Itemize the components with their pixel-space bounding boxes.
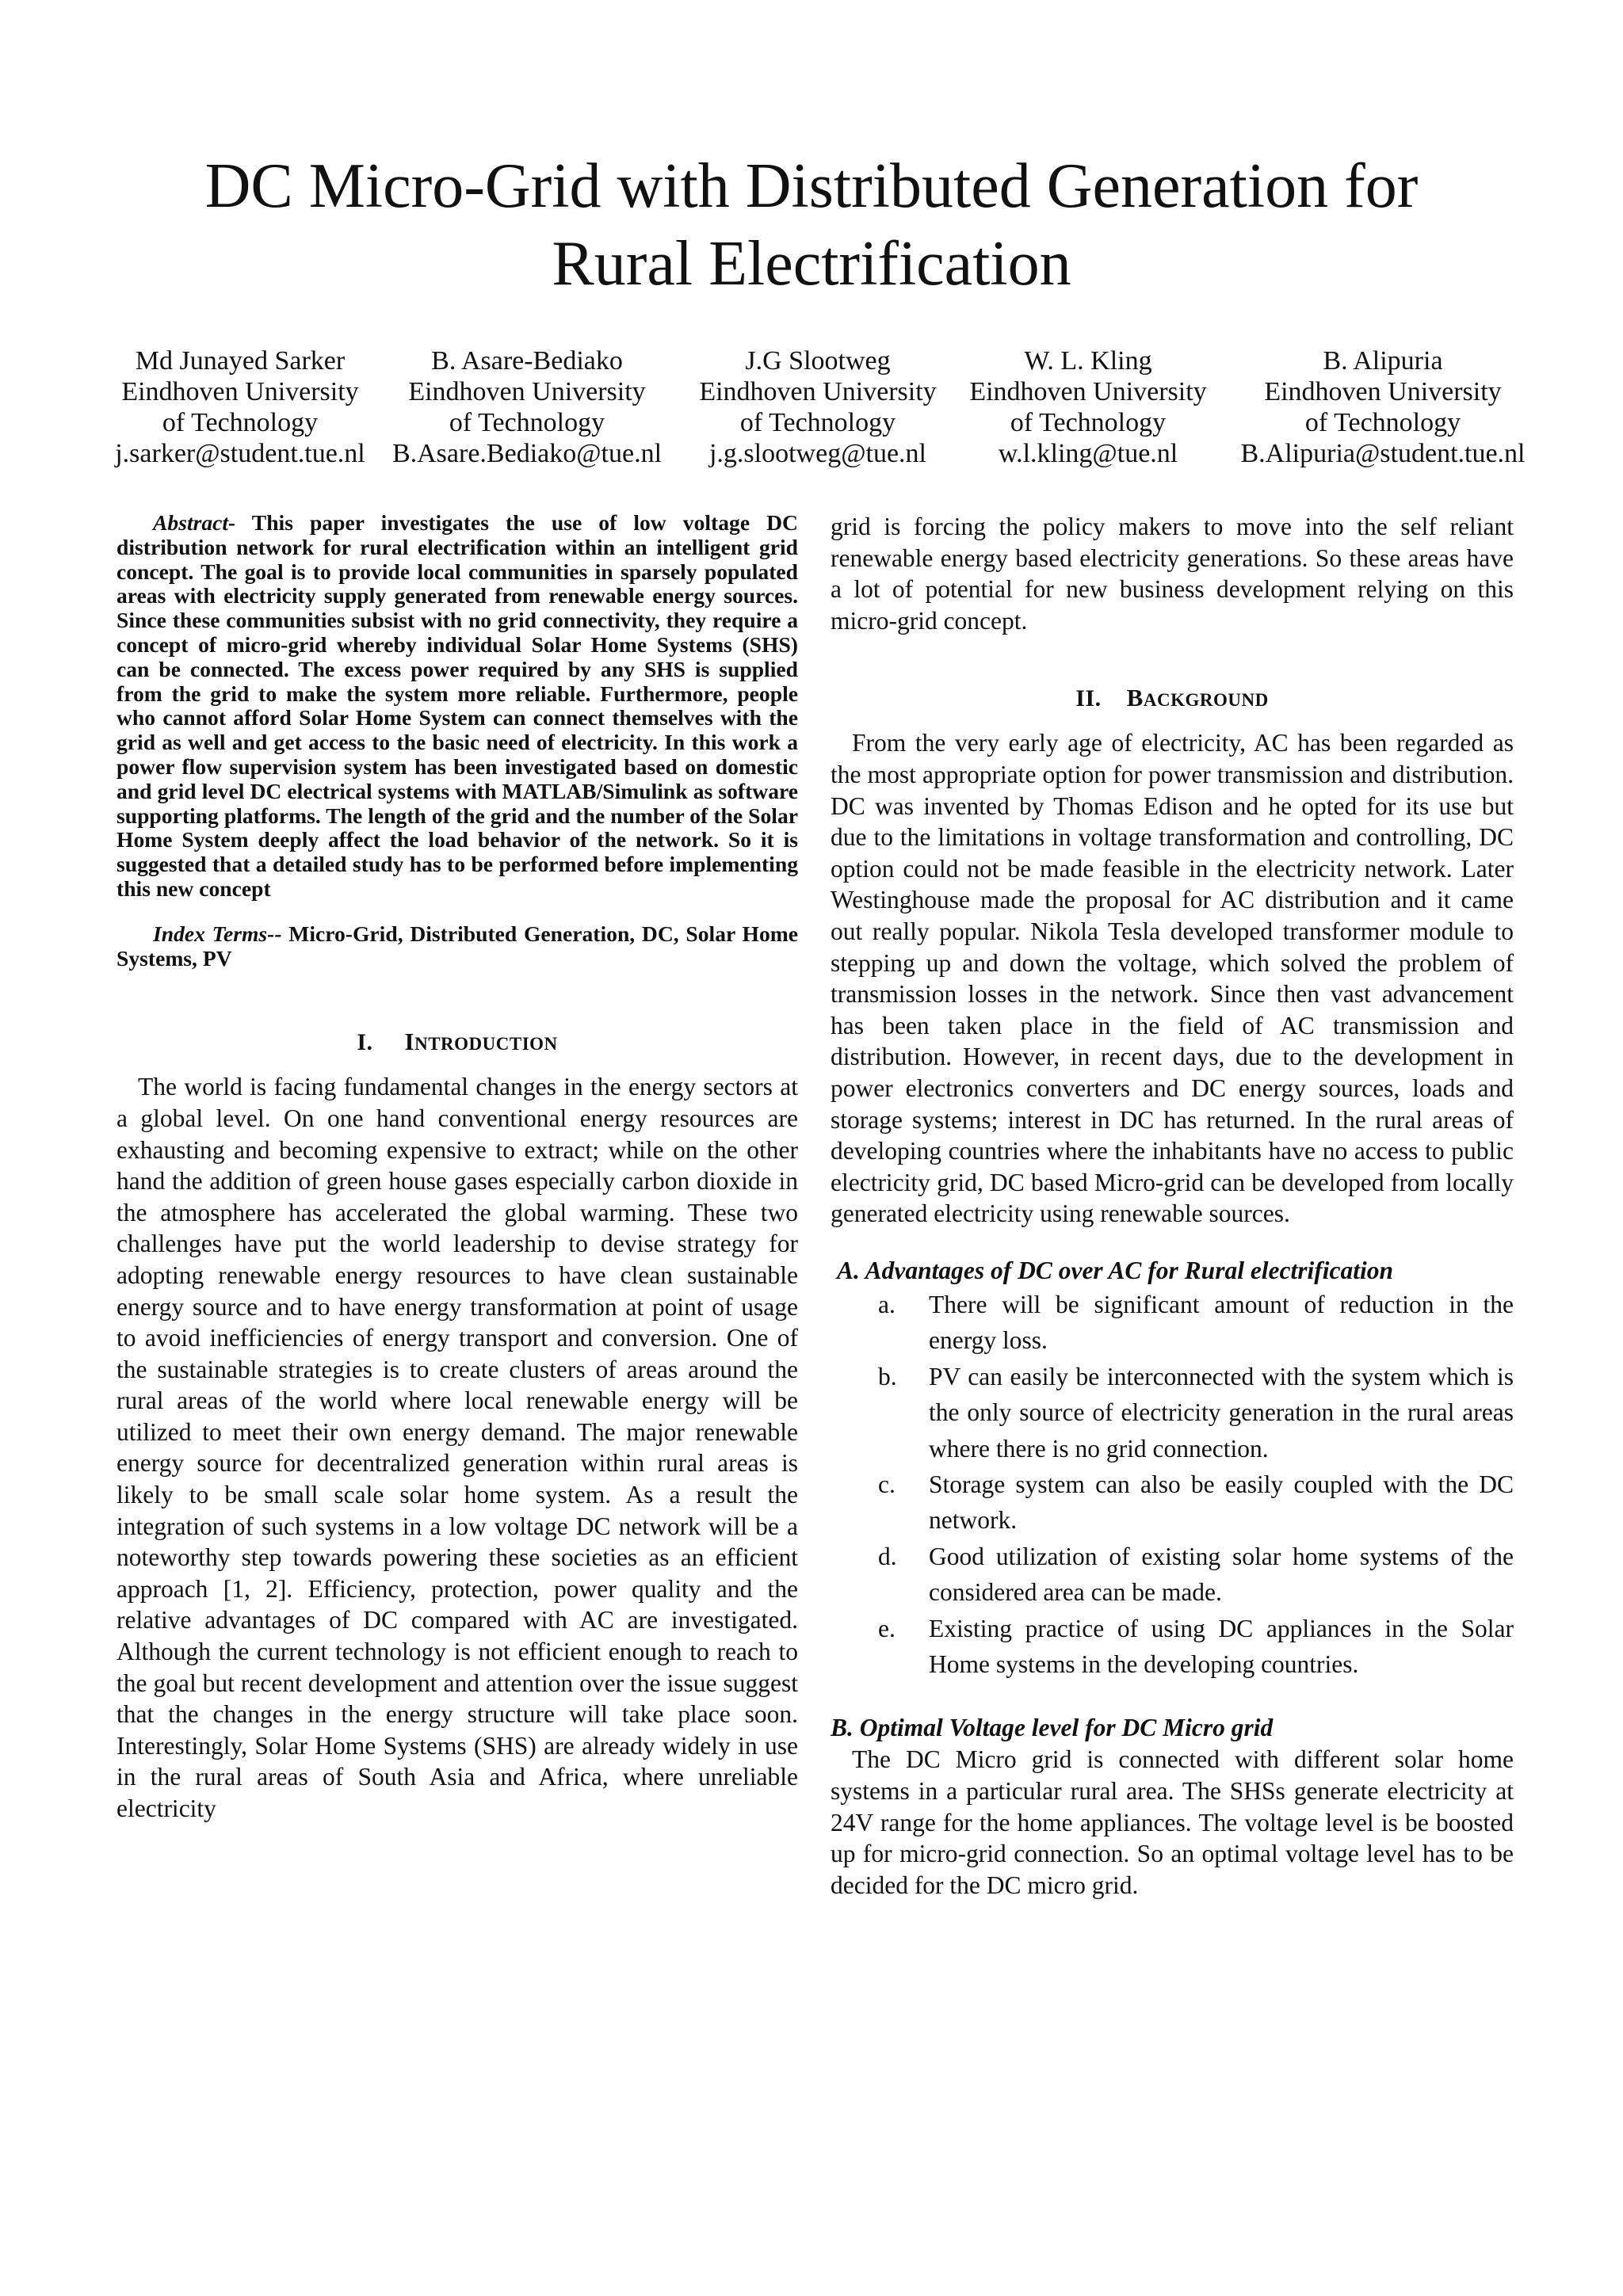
index-terms bbox=[116, 922, 798, 971]
abstract-text: This paper investigates the use of low voltage DC distribution network for rural electrification within an intelligent grid concept. The goal is to provide local communities in sparsely populated areas with electricity supply generated from renewable energy sources. Since these communities subsist with no grid connectivity, they require a concept of micro-grid whereby individual Solar Home Systems (SHS) can be connected. The excess power required by any SHS is supplied from the grid to make the system more reliable. Furthermore, people who cannot afford Solar Home System can connect themselves with the grid as well and get access to the basic need of electricity. In this work a power flow supervision system has been investigated based on domestic and grid level DC electrical systems with MATLAB/Simulink as software supporting platforms. The length of the grid and the number of the Solar Home System deeply affect the load behavior of the network. So it is suggested that a detailed study has to be performed before implementing this new concept bbox=[116, 510, 798, 901]
author-affiliation: of Technology bbox=[449, 408, 605, 437]
author-name: B. Alipuria bbox=[1323, 346, 1443, 376]
author-sarker bbox=[82, 345, 399, 469]
index-terms-text: Micro-Grid, Distributed Generation, DC, Solar Home Systems, PV bbox=[116, 921, 798, 971]
list-item bbox=[831, 1539, 1514, 1611]
author-affiliation: of Technology bbox=[162, 408, 319, 437]
list-item bbox=[831, 1611, 1514, 1683]
list-item-text: There will be significant amount of reduction in the energy loss. bbox=[929, 1290, 1514, 1355]
section-numeral: I. bbox=[357, 1029, 373, 1056]
section-heading-background bbox=[831, 682, 1514, 716]
list-item bbox=[831, 1466, 1514, 1539]
author-email: w.l.kling@tue.nl bbox=[998, 439, 1178, 468]
author-name: J.G Slootweg bbox=[745, 346, 891, 376]
author-kling bbox=[930, 345, 1247, 469]
right-column bbox=[831, 511, 1514, 1901]
section-title-initial: B bbox=[1126, 684, 1144, 712]
list-marker: d. bbox=[878, 1542, 897, 1570]
author-slootweg bbox=[659, 345, 976, 469]
author-name: W. L. Kling bbox=[1024, 346, 1152, 376]
section-heading-introduction bbox=[116, 1026, 798, 1060]
author-block bbox=[83, 345, 1540, 480]
author-affiliation: of Technology bbox=[1304, 408, 1461, 437]
author-affiliation: Eindhoven University bbox=[969, 377, 1207, 406]
author-affiliation: of Technology bbox=[739, 408, 896, 437]
list-item bbox=[831, 1359, 1514, 1466]
introduction-continuation: grid is forcing the policy makers to move into the self reliant renewable energy based electricity generations. So these areas have a lot of potential for new business development relying on this micro-grid concept. bbox=[831, 513, 1514, 635]
abstract bbox=[116, 511, 798, 902]
section-title-initial: I bbox=[404, 1028, 415, 1056]
advantages-list bbox=[831, 1287, 1514, 1682]
abstract-label: Abstract- bbox=[153, 510, 236, 535]
introduction-paragraph: The world is facing fundamental changes in the energy sectors at a global level. On one hand conventional energy resources are exhausting and becoming expensive to extract; while on the other hand the addition of green house gases especially carbon dioxide in the atmosphere has accelerated the global warming. These two challenges have put the world leadership to devise strategy for adopting renewable energy resources to have clean sustainable energy source and to have energy transformation at point of usage to avoid inefficiencies of energy transport and conversion. One of the sustainable strategies is to create clusters of areas around the rural areas of the world where local renewable energy will be utilized to meet their own energy demand. The major renewable energy source for decentralized generation within rural areas is likely to be small scale solar home system. As a result the integration of such systems in a low voltage DC network will be a noteworthy step towards powering these societies as an efficient approach [1, 2]. Efficiency, protection, power quality and the relative advantages of DC compared with AC are investigated. Although the current technology is not efficient enough to reach to the goal but recent development and attention over the issue suggest that the changes in the energy structure will take place soon. Interestingly, Solar Home Systems (SHS) are already widely in use in the rural areas of South Asia and Africa, where unreliable electricity bbox=[116, 1073, 798, 1822]
section-numeral: II. bbox=[1075, 685, 1102, 712]
left-column bbox=[116, 511, 798, 1825]
author-name: Md Junayed Sarker bbox=[135, 346, 346, 376]
background-paragraph: From the very early age of electricity, AC has been regarded as the most appropriate option for power transmission and distribution. DC was invented by Thomas Edison and he opted for its use but due to the limitations in voltage transformation and controlling, DC option could not be made feasible in the electricity network. Later Westinghouse made the proposal for AC distribution and it came out really popular. Nikola Tesla developed transformer module to stepping up and down the voltage, which solved the problem of transmission losses in the network. Since then vast advancement has been taken place in the field of AC transmission and distribution. However, in recent days, due to the development in power electronics converters and DC energy sources, loads and storage systems; interest in DC has returned. In the rural areas of developing countries where the inhabitants have no access to public electricity grid, DC based Micro-grid can be developed from locally generated electricity using renewable sources. bbox=[831, 729, 1514, 1228]
author-asare-bediako bbox=[369, 345, 685, 469]
author-affiliation: Eindhoven University bbox=[408, 377, 646, 406]
list-item-text: PV can easily be interconnected with the system which is the only source of electricity generation in the rural areas where there is no grid connection. bbox=[929, 1362, 1514, 1463]
list-marker: a. bbox=[878, 1290, 896, 1318]
subsection-heading-optimal-voltage: B. Optimal Voltage level for DC Micro grid bbox=[831, 1714, 1274, 1742]
index-terms-label: Index Terms-- bbox=[153, 921, 282, 946]
author-affiliation: Eindhoven University bbox=[1264, 377, 1502, 406]
list-marker: c. bbox=[878, 1470, 896, 1498]
author-email: j.g.slootweg@tue.nl bbox=[708, 439, 926, 468]
subsection-heading-advantages: A. Advantages of DC over AC for Rural electrification bbox=[837, 1256, 1394, 1284]
list-marker: b. bbox=[878, 1362, 897, 1390]
author-email: j.sarker@student.tue.nl bbox=[115, 439, 365, 468]
paper-title bbox=[0, 147, 1623, 303]
section-title-rest: NTRODUCTION bbox=[414, 1034, 558, 1055]
author-email: B.Alipuria@student.tue.nl bbox=[1240, 439, 1526, 468]
list-item-text: Storage system can also be easily coupled with the DC network. bbox=[929, 1470, 1514, 1535]
list-item-text: Good utilization of existing solar home systems of the considered area can be made. bbox=[929, 1542, 1514, 1607]
list-marker: e. bbox=[878, 1614, 896, 1642]
author-affiliation: Eindhoven University bbox=[699, 377, 937, 406]
list-item bbox=[831, 1287, 1514, 1359]
section-title-rest: ACKGROUND bbox=[1143, 690, 1269, 711]
title-line-1: DC Micro-Grid with Distributed Generation for bbox=[204, 151, 1419, 221]
author-alipuria bbox=[1224, 345, 1541, 469]
author-email: B.Asare.Bediako@tue.nl bbox=[391, 439, 663, 468]
author-affiliation: of Technology bbox=[1010, 408, 1167, 437]
optimal-voltage-paragraph: The DC Micro grid is connected with different solar home systems in a particular rural area. The SHSs generate electricity at 24V range for the home appliances. The voltage level is be boosted up for micro-grid connection. So an optimal voltage level has to be decided for the DC micro grid. bbox=[831, 1745, 1514, 1899]
list-item-text: Existing practice of using DC appliances in the Solar Home systems in the developing countries. bbox=[929, 1614, 1514, 1678]
author-name: B. Asare-Bediako bbox=[431, 346, 623, 376]
author-affiliation: Eindhoven University bbox=[121, 377, 359, 406]
title-line-2: Rural Electrification bbox=[552, 229, 1071, 299]
